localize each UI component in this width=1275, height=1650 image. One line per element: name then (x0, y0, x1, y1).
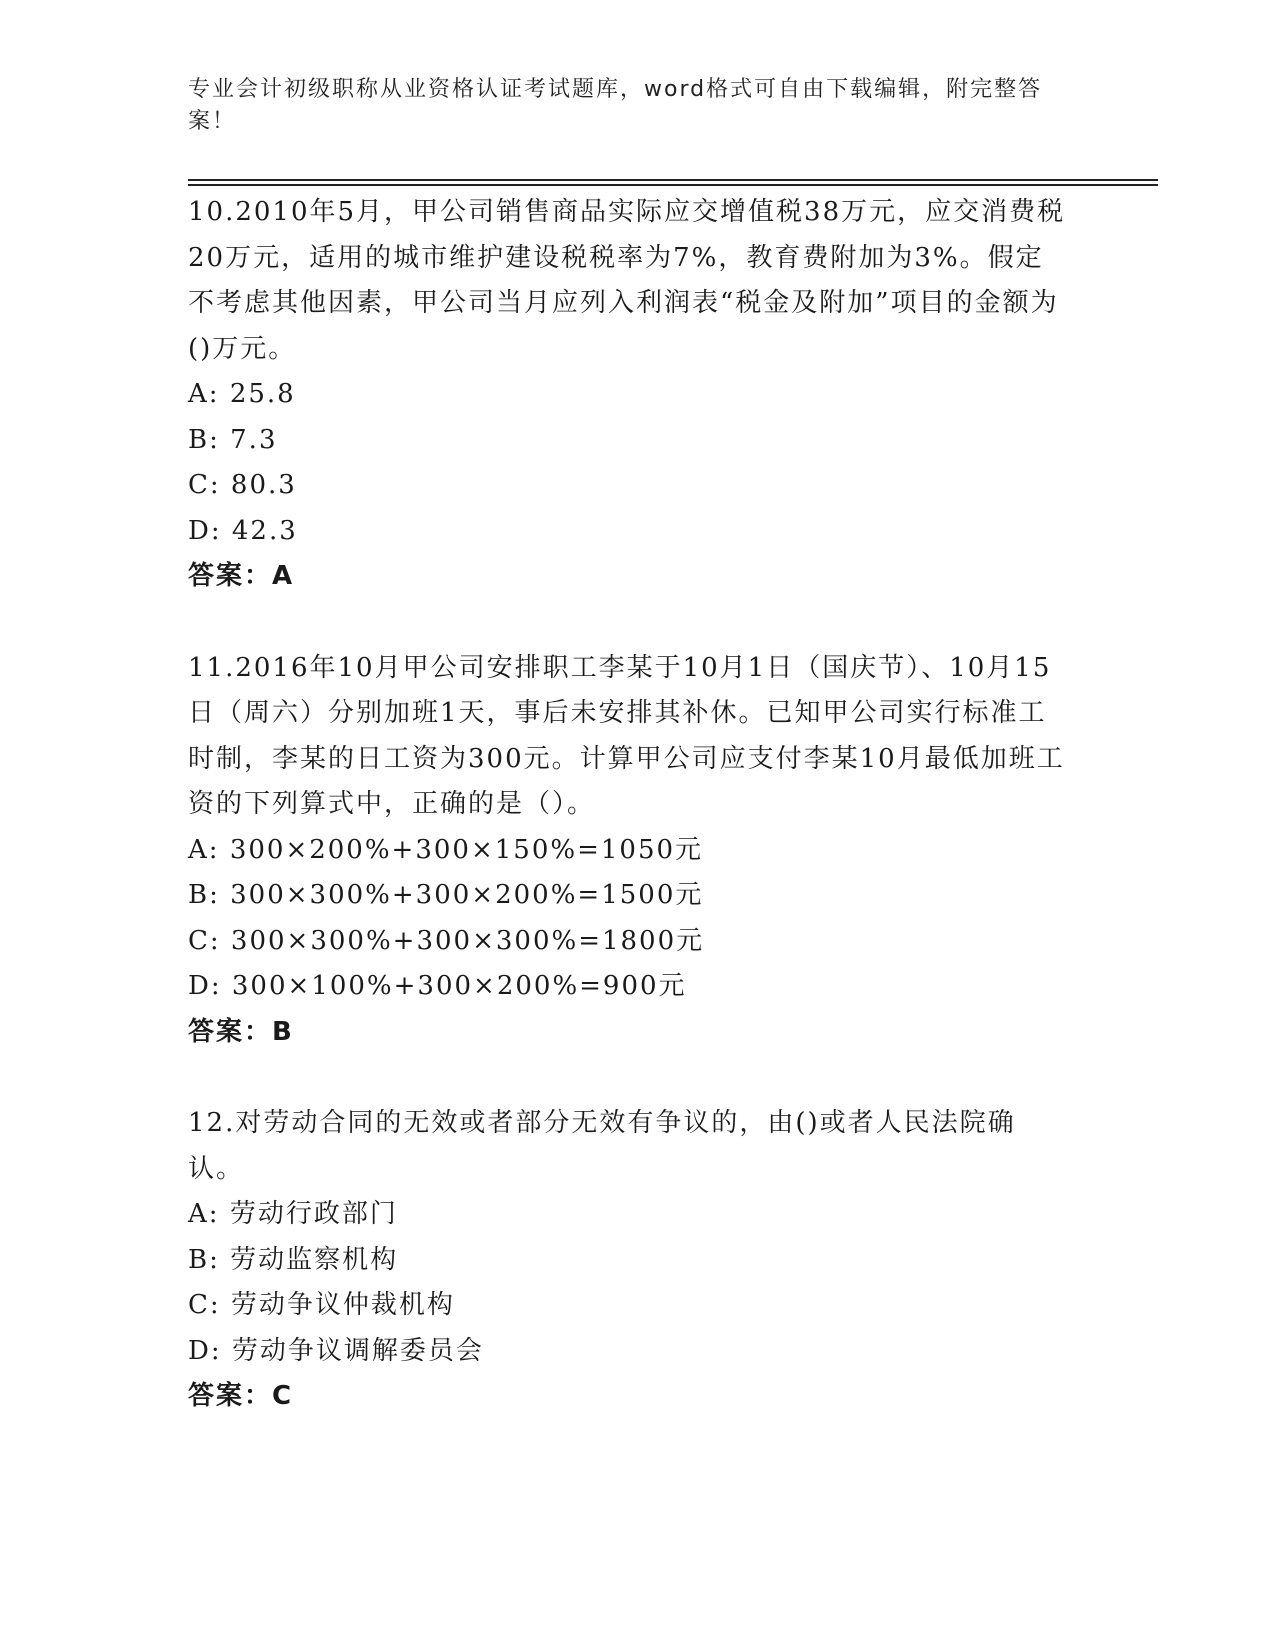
option-text: 25.8 (229, 379, 296, 409)
option-d (188, 964, 1068, 1010)
option-label: D: (188, 1335, 222, 1366)
option-label: A: (188, 1199, 220, 1229)
option-text: 300×200%+300×150%=1050元 (229, 834, 704, 865)
option-text: 劳动行政部门 (229, 1199, 398, 1229)
question-list (188, 190, 1068, 1466)
option-text: 80.3 (230, 470, 297, 500)
option-c (188, 1283, 1068, 1329)
option-label: A: (188, 834, 220, 865)
option-label: A: (188, 379, 220, 409)
question-stem: 12.对劳动合同的无效或者部分无效有争议的，由()或者人民法院确认。 (188, 1108, 1016, 1184)
option-text: 300×300%+300×200%=1500元 (230, 880, 704, 910)
option-c (188, 919, 1068, 965)
option-label: C: (188, 470, 221, 500)
option-label: B: (188, 1244, 220, 1275)
option-label: B: (188, 424, 220, 455)
question-10 (188, 190, 1068, 600)
option-text: 劳动争议调解委员会 (231, 1335, 484, 1366)
header-text: 专业会计初级职称从业资格认证考试题库，word格式可自由下载编辑，附完整答案！ (188, 77, 1043, 134)
option-text: 劳动监察机构 (230, 1244, 399, 1275)
header-divider-top (188, 179, 1158, 181)
page-header (188, 74, 1068, 138)
answer: 答案：C (188, 1381, 294, 1411)
question-stem: 10.2010年5月，甲公司销售商品实际应交增值税38万元，应交消费税20万元，适用的城市维护建设税税率为7%，教育费附加为3%。假定不考虑其他因素，甲公司当月应列入利润表“税金及附加”项目的金额为()万元。 (188, 197, 1066, 364)
option-c (188, 463, 1068, 509)
question-stem: 11.2016年10月甲公司安排职工李某于10月1日（国庆节）、10月15日（周六）分别加班1天，事后未安排其补休。已知甲公司实行标准工时制，李某的日工资为300元。计算甲公司应支付李某10月最低加班工资的下列算式中，正确的是（）。 (188, 652, 1065, 819)
option-label: C: (188, 925, 221, 956)
option-b (188, 1238, 1068, 1284)
option-text: 300×100%+300×200%=900元 (231, 971, 687, 1001)
question-11 (188, 646, 1068, 1056)
question-12 (188, 1101, 1068, 1420)
option-label: B: (188, 880, 220, 910)
option-label: D: (188, 515, 222, 546)
option-text: 7.3 (230, 424, 278, 455)
answer: 答案：A (188, 561, 295, 591)
option-label: C: (188, 1290, 221, 1320)
option-text: 42.3 (231, 515, 298, 546)
option-label: D: (188, 971, 222, 1001)
option-b (188, 418, 1068, 464)
option-text: 300×300%+300×300%=1800元 (230, 925, 705, 956)
header-divider-bottom (188, 184, 1158, 186)
answer: 答案：B (188, 1016, 294, 1047)
option-a (188, 1192, 1068, 1238)
option-d (188, 509, 1068, 555)
option-a (188, 828, 1068, 874)
option-a (188, 372, 1068, 418)
option-b (188, 873, 1068, 919)
option-text: 劳动争议仲裁机构 (230, 1290, 455, 1320)
option-d (188, 1329, 1068, 1375)
